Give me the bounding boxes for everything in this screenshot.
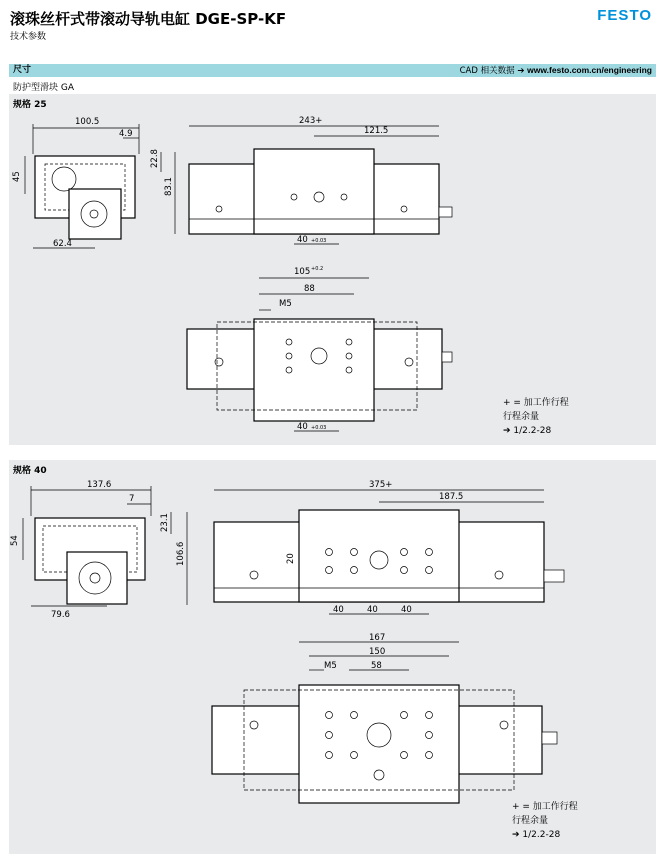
- dim-150: 150: [369, 647, 386, 657]
- note-plus: + = 加工作行程: [503, 398, 569, 408]
- dim-4-9: 4.9: [119, 129, 133, 139]
- dim-tol-105: +0.2: [311, 266, 324, 272]
- dim-187-5: 187.5: [439, 492, 464, 502]
- note-ref: ➔ 1/2.2-28: [503, 426, 552, 436]
- dim-105: 105: [294, 267, 311, 277]
- note-stroke-40: 行程余量: [512, 816, 549, 826]
- dim-22-8: 22.8: [150, 149, 160, 168]
- cad-link[interactable]: [460, 64, 652, 78]
- dim-167: 167: [369, 633, 386, 643]
- dim-m5-40: M5: [324, 661, 337, 671]
- dim-40-a: 40: [333, 605, 344, 615]
- size-40-panel: [9, 460, 656, 854]
- dim-243: 243+: [299, 116, 323, 126]
- size-25-drawing: [9, 94, 656, 445]
- dim-100-5: 100.5: [75, 117, 100, 127]
- section-title: 尺寸: [13, 65, 32, 75]
- note-ref-40: ➔ 1/2.2-28: [512, 830, 561, 840]
- page-title: 滚珠丝杆式带滚动导轨电缸 DGE-SP-KF: [10, 10, 287, 28]
- size-40-notes: [512, 800, 578, 842]
- dim-58: 58: [371, 661, 382, 671]
- page-subtitle: 技术参数: [10, 32, 47, 42]
- dim-40-c: 40: [401, 605, 412, 615]
- dim-375: 375+: [369, 480, 393, 490]
- section-bar: [9, 64, 656, 77]
- arrow-right-icon: ➔: [517, 66, 525, 76]
- festo-logo: FESTO: [597, 7, 652, 24]
- dim-23-1: 23.1: [160, 513, 170, 532]
- dim-83-1: 83.1: [164, 177, 174, 196]
- dim-40-side: 40: [297, 235, 308, 245]
- dim-62-4: 62.4: [53, 239, 72, 249]
- note-stroke: 行程余量: [503, 412, 540, 422]
- variant-subheading: 防护型滑块 GA: [13, 83, 74, 93]
- note-plus-40: + = 加工作行程: [512, 802, 578, 812]
- dim-m5: M5: [279, 299, 292, 309]
- dim-20: 20: [286, 553, 296, 564]
- dim-88: 88: [304, 284, 315, 294]
- dim-40-top: 40: [297, 422, 308, 432]
- dim-45: 45: [12, 171, 22, 182]
- cad-link-url[interactable]: www.festo.com.cn/engineering: [527, 65, 652, 75]
- dim-79-6: 79.6: [51, 610, 70, 620]
- dim-7: 7: [129, 494, 135, 504]
- dim-40-b: 40: [367, 605, 378, 615]
- dim-137-6: 137.6: [87, 480, 112, 490]
- dim-tol-side: +0.03: [311, 238, 327, 244]
- size-40-drawing: [9, 460, 656, 854]
- dim-106-6: 106.6: [176, 541, 186, 566]
- size-25-notes: [503, 396, 569, 438]
- size-25-panel: [9, 94, 656, 445]
- size-25-label: 规格 25: [13, 100, 47, 110]
- dim-54: 54: [10, 535, 20, 546]
- dim-tol-top: +0.03: [311, 425, 327, 431]
- size-40-label: 规格 40: [13, 466, 47, 476]
- dim-121-5: 121.5: [364, 126, 389, 136]
- cad-link-prefix: CAD 相关数据: [459, 66, 515, 76]
